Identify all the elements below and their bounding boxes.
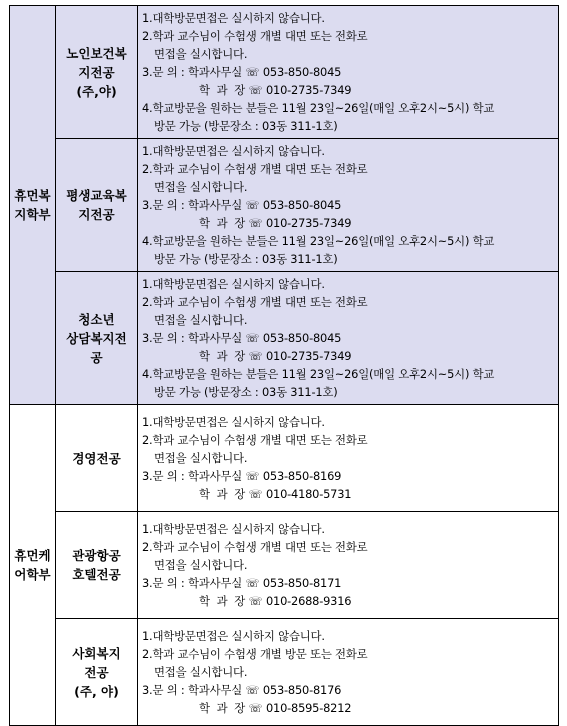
text-line: 3.문 의 : 학과사무실 ☏ 053-850-8045	[142, 330, 342, 345]
text-line: 관광항공	[72, 548, 121, 563]
major-row	[10, 6, 559, 139]
text-line: 학 과 장 ☏ 010-2735-7349	[199, 215, 352, 230]
text-line: 학 과 장 ☏ 010-2735-7349	[199, 348, 352, 363]
text-line: 방문 가능 (방문장소 : 03동 311-1호)	[154, 384, 338, 399]
text-line: 학 과 장 ☏ 010-2688-9316	[199, 593, 352, 608]
text-line: 면접을 실시합니다.	[154, 664, 248, 679]
text-line: 노인보건복	[66, 45, 127, 61]
major-name-cell	[56, 512, 138, 619]
text-line: 1.대학방문면접은 실시하지 않습니다.	[142, 521, 325, 536]
text-line: 면접을 실시합니다.	[154, 312, 248, 327]
text-line: 1.대학방문면접은 실시하지 않습니다.	[142, 414, 325, 429]
text-line: 1.대학방문면접은 실시하지 않습니다.	[142, 276, 325, 291]
text-line: 호텔전공	[72, 567, 121, 582]
text-line: 전공	[84, 664, 109, 680]
interview-info-cell	[138, 272, 559, 405]
text-line: 휴먼복	[14, 188, 51, 203]
text-line: 2.학과 교수님이 수험생 개별 대면 또는 전화로	[142, 539, 368, 554]
text-line: 방문 가능 (방문장소 : 03동 311-1호)	[154, 118, 338, 133]
text-line: 3.문 의 : 학과사무실 ☏ 053-850-8169	[142, 468, 342, 483]
text-line: 3.문 의 : 학과사무실 ☏ 053-850-8171	[142, 575, 342, 590]
text-line: 3.문 의 : 학과사무실 ☏ 053-850-8045	[142, 64, 342, 79]
text-line: 면접을 실시합니다.	[154, 450, 248, 465]
text-line: (주,야)	[76, 83, 117, 99]
text-line: 1.대학방문면접은 실시하지 않습니다.	[142, 628, 325, 643]
text-line: 4.학교방문을 원하는 분들은 11월 23일~26일(매일 오후2시~5시) 학교	[142, 100, 495, 115]
text-line: 학 과 장 ☏ 010-8595-8212	[199, 700, 352, 715]
major-name-cell	[56, 619, 138, 726]
interview-info-cell	[138, 405, 559, 512]
text-line: 휴먼케	[14, 548, 51, 563]
major-name-cell	[56, 6, 138, 139]
major-name-cell	[56, 272, 138, 405]
major-row	[10, 405, 559, 512]
text-line: 면접을 실시합니다.	[154, 179, 248, 194]
department-cell	[10, 6, 56, 405]
text-line: 2.학과 교수님이 수험생 개별 방문 또는 전화로	[142, 646, 368, 661]
major-name-cell	[56, 139, 138, 272]
text-line: 2.학과 교수님이 수험생 개별 대면 또는 전화로	[142, 294, 368, 309]
text-line: 공	[90, 349, 103, 365]
text-line: 사회복지	[72, 645, 121, 661]
text-line: 학 과 장 ☏ 010-4180-5731	[199, 486, 352, 501]
text-line: 4.학교방문을 원하는 분들은 11월 23일~26일(매일 오후2시~5시) 학교	[142, 233, 495, 248]
text-line: 4.학교방문을 원하는 분들은 11월 23일~26일(매일 오후2시~5시) 학교	[142, 366, 495, 381]
interview-info-cell	[138, 6, 559, 139]
text-line: 상담복지전	[66, 330, 127, 346]
interview-info-cell	[138, 512, 559, 619]
text-line: 경영전공	[72, 450, 121, 466]
interview-info-cell	[138, 619, 559, 726]
interview-info-table	[9, 5, 559, 726]
text-line: 학 과 장 ☏ 010-2735-7349	[199, 82, 352, 97]
text-line: 1.대학방문면접은 실시하지 않습니다.	[142, 10, 325, 25]
text-line: 2.학과 교수님이 수험생 개별 대면 또는 전화로	[142, 161, 368, 176]
major-row	[10, 512, 559, 619]
text-line: 청소년	[78, 311, 115, 327]
text-line: (주, 야)	[74, 683, 119, 699]
text-line: 방문 가능 (방문장소 : 03동 311-1호)	[154, 251, 338, 266]
text-line: 지전공	[78, 207, 115, 222]
text-line: 3.문 의 : 학과사무실 ☏ 053-850-8176	[142, 682, 342, 697]
text-line: 지학부	[14, 207, 51, 222]
major-row	[10, 272, 559, 405]
text-line: 면접을 실시합니다.	[154, 557, 248, 572]
text-line: 2.학과 교수님이 수험생 개별 대면 또는 전화로	[142, 432, 368, 447]
text-line: 3.문 의 : 학과사무실 ☏ 053-850-8045	[142, 197, 342, 212]
interview-info-cell	[138, 139, 559, 272]
text-line: 지전공	[78, 64, 115, 80]
text-line: 2.학과 교수님이 수험생 개별 대면 또는 전화로	[142, 28, 368, 43]
text-line: 평생교육복	[66, 188, 127, 203]
text-line: 면접을 실시합니다.	[154, 46, 248, 61]
major-row	[10, 139, 559, 272]
major-row	[10, 619, 559, 726]
text-line: 어학부	[14, 567, 51, 582]
department-cell	[10, 405, 56, 726]
text-line: 1.대학방문면접은 실시하지 않습니다.	[142, 143, 325, 158]
major-name-cell	[56, 405, 138, 512]
